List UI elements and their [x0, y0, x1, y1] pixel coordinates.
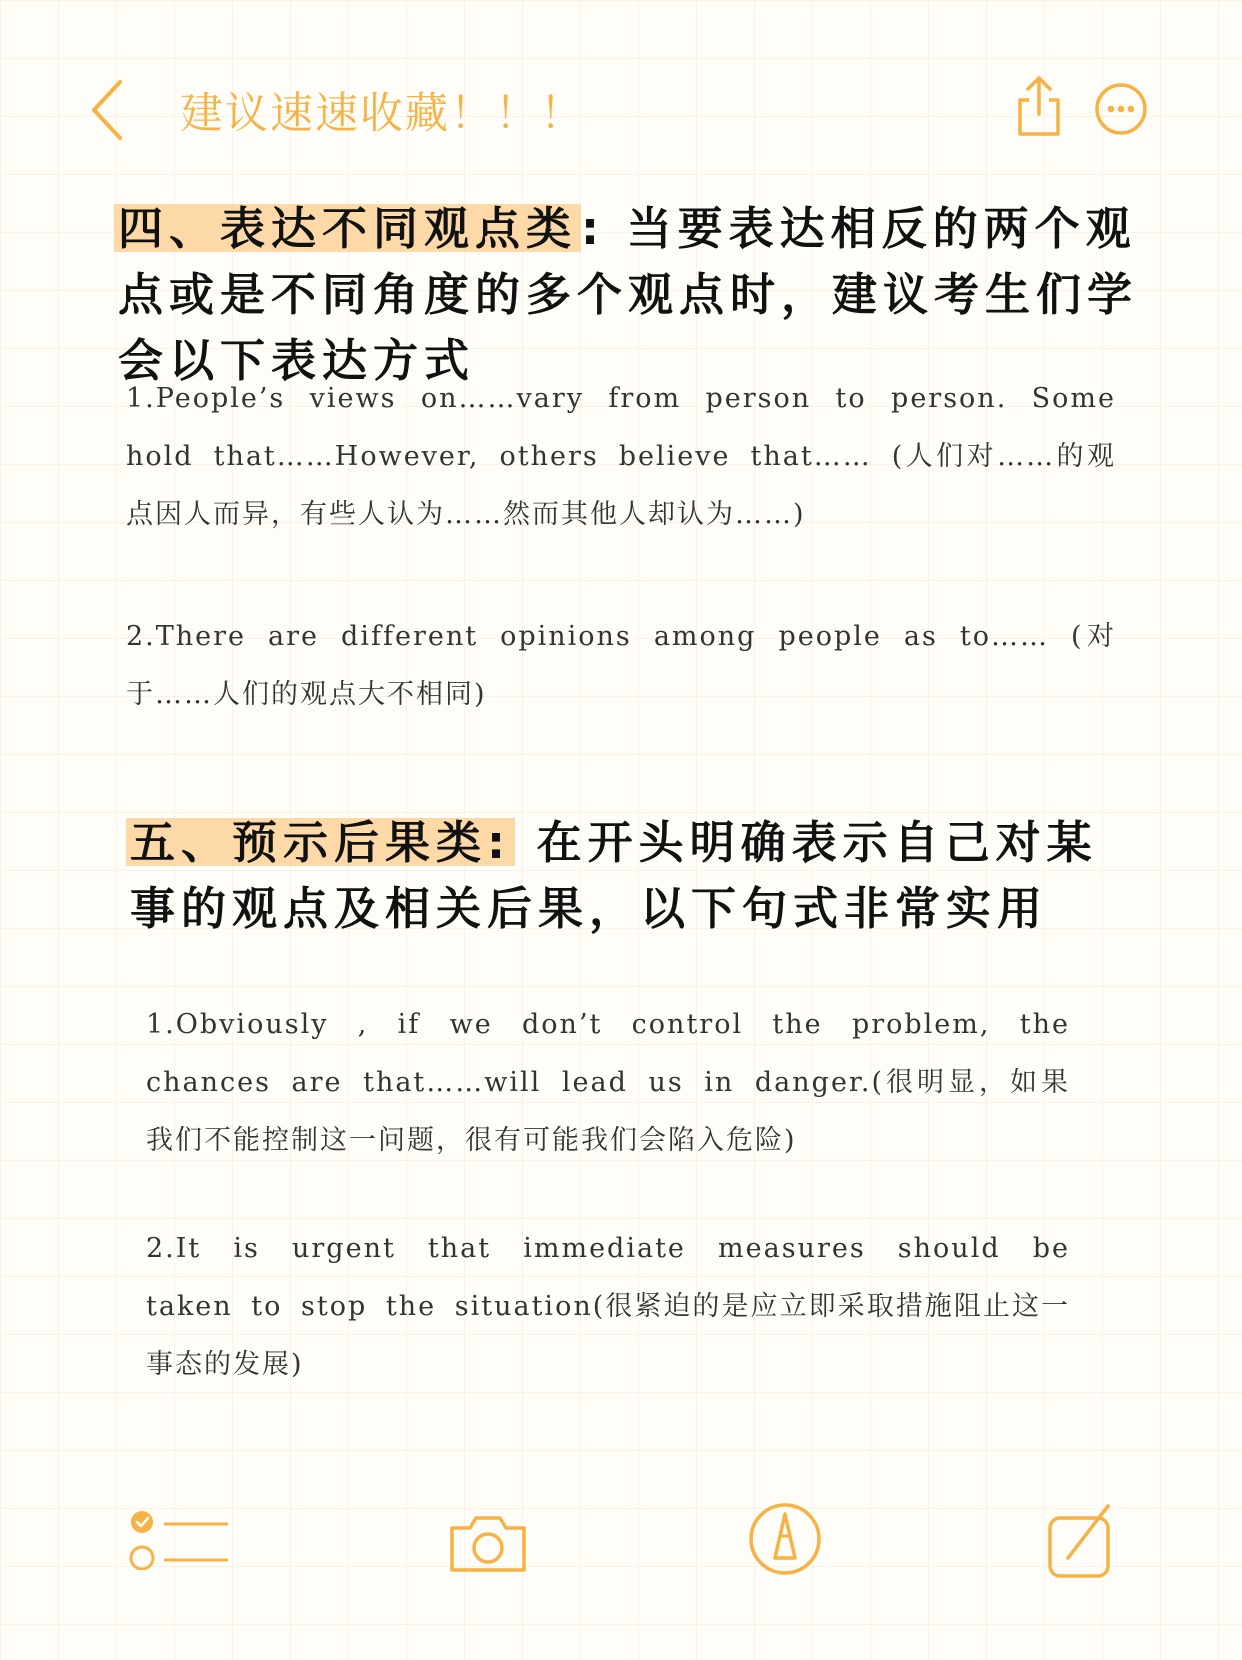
more-options-icon — [1094, 82, 1148, 136]
section-heading-differing-views — [118, 196, 1138, 394]
back-button[interactable] — [88, 78, 128, 142]
checklist-icon — [128, 1508, 230, 1570]
heading-highlight: 四、表达不同观点类 — [114, 202, 581, 255]
compose-icon — [1046, 1502, 1114, 1578]
share-icon — [1014, 74, 1064, 140]
markup-button[interactable] — [748, 1502, 822, 1576]
camera-button[interactable] — [446, 1512, 530, 1574]
share-button[interactable] — [1014, 74, 1064, 140]
more-options-button[interactable] — [1094, 82, 1148, 136]
heading-highlight: 五、预示后果类: — [126, 816, 515, 869]
checklist-button[interactable] — [128, 1508, 230, 1570]
example-sentence: 1.Obviously , if we don’t control the problem, the chances are that……will lead us in danger.(很明显，如果我们不能控制这一问题，很有可能我们会陷入危险) — [146, 1009, 1070, 1156]
heading-text: 在开头明确表示自己对某事的观点及相关后果，以下句式非常实用 — [130, 816, 1098, 935]
chevron-left-icon — [88, 78, 128, 142]
example-sentence: 2.There are different opinions among people as to…… (对于……人们的观点大不相同) — [126, 621, 1116, 710]
note-title: 建议速速收藏！！！ — [180, 89, 585, 139]
top-navigation-bar — [0, 60, 1242, 160]
compose-button[interactable] — [1046, 1502, 1114, 1578]
heading-text: : 当要表达相反的两个观点或是不同角度的多个观点时，建议考生们学会以下表达方式 — [118, 202, 1139, 387]
markup-pen-icon — [748, 1502, 822, 1576]
example-sentence: 2.It is urgent that immediate measures should be taken to stop the situation(很紧迫的是应立即采取措施阻止这一事态的发展) — [146, 1233, 1070, 1380]
camera-icon — [446, 1512, 530, 1574]
bottom-toolbar — [0, 1488, 1242, 1608]
section-heading-consequences — [130, 810, 1140, 942]
example-sentence: 1.People’s views on……vary from person to person. Some hold that……However, others believe that…… (人们对……的观点因人而异，有些人认为……然而其他人却认为……) — [126, 383, 1116, 530]
